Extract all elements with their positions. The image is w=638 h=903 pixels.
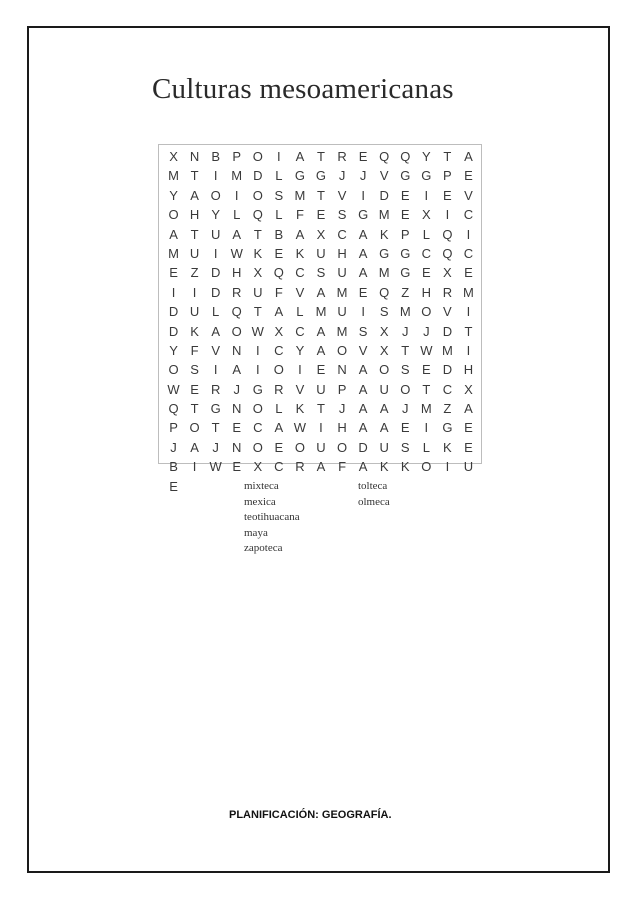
- word-list-item: mixteca: [244, 480, 279, 492]
- grid-cell: S: [316, 265, 326, 281]
- grid-cell: D: [253, 168, 263, 184]
- grid-cell: J: [170, 439, 177, 455]
- grid-cell: S: [379, 304, 389, 320]
- grid-cell: R: [274, 381, 284, 397]
- grid-cell: R: [442, 284, 453, 300]
- grid-cell: I: [277, 149, 281, 164]
- grid-cell: S: [274, 187, 284, 203]
- grid-cell: X: [274, 323, 284, 339]
- grid-cell: I: [213, 362, 218, 378]
- word-list-item: zapoteca: [244, 542, 283, 554]
- grid-cell: P: [400, 226, 410, 242]
- grid-cell: A: [316, 323, 326, 339]
- grid-cell: Y: [421, 149, 431, 164]
- grid-cell: O: [421, 459, 432, 475]
- grid-cell: T: [422, 381, 431, 397]
- grid-cell: C: [274, 459, 284, 475]
- grid-cell: W: [293, 420, 307, 436]
- grid-cell: I: [192, 459, 197, 475]
- footer-label: PLANIFICACIÓN: GEOGRAFÍA.: [229, 809, 392, 821]
- grid-cell: O: [189, 420, 200, 436]
- grid-cell: J: [402, 323, 409, 339]
- word-list-item: maya: [244, 526, 268, 539]
- grid-cell: I: [466, 304, 471, 320]
- grid-cell: A: [358, 245, 368, 261]
- grid-cell: G: [358, 207, 369, 223]
- grid-cell: M: [378, 207, 390, 223]
- grid-cell: U: [337, 265, 347, 281]
- grid-cell: O: [252, 149, 263, 164]
- grid-cell: U: [316, 381, 326, 397]
- grid-cell: A: [232, 226, 242, 242]
- grid-cell: I: [466, 342, 471, 358]
- grid-cell: D: [442, 362, 453, 378]
- grid-cell: K: [253, 245, 263, 261]
- word-list-item: mexica: [244, 495, 276, 508]
- grid-cell: X: [443, 265, 452, 281]
- grid-cell: V: [337, 187, 347, 203]
- grid-cell: U: [253, 284, 263, 300]
- grid-cell: E: [169, 265, 178, 281]
- grid-cell: M: [294, 187, 306, 203]
- grid-cell: A: [464, 149, 473, 164]
- grid-cell: B: [211, 149, 220, 164]
- grid-cell: K: [295, 245, 305, 261]
- grid-cell: R: [232, 284, 242, 300]
- grid-cell: C: [337, 226, 347, 242]
- grid-cell: O: [337, 439, 348, 455]
- grid-cell: U: [210, 226, 221, 242]
- grid-cell: F: [190, 342, 199, 358]
- grid-cell: G: [315, 168, 327, 184]
- grid-cell: J: [423, 323, 430, 339]
- grid-cell: Y: [211, 207, 220, 223]
- grid-cell: M: [463, 284, 474, 300]
- grid-cell: D: [210, 284, 221, 300]
- grid-cell: K: [190, 323, 199, 339]
- grid-cell: T: [253, 226, 262, 242]
- grid-cell: E: [232, 459, 242, 475]
- grid-cell: B: [274, 226, 284, 242]
- grid-cell: G: [442, 420, 453, 436]
- grid-cell: O: [421, 304, 432, 320]
- grid-cell: R: [295, 459, 305, 475]
- grid-cell: T: [401, 342, 410, 358]
- grid-cell: A: [190, 187, 199, 203]
- grid-cell: I: [361, 187, 365, 203]
- grid-cell: M: [378, 265, 390, 281]
- grid-cell: E: [316, 362, 326, 378]
- grid-cell: H: [189, 207, 200, 223]
- grid-cell: M: [399, 304, 411, 320]
- grid-cell: V: [295, 381, 305, 397]
- grid-cell: D: [442, 323, 453, 339]
- grid-cell: W: [167, 381, 180, 397]
- grid-cell: V: [358, 342, 368, 358]
- word-list-item: teotihuacana: [244, 511, 300, 523]
- grid-cell: U: [316, 439, 326, 455]
- grid-cell: I: [213, 168, 218, 184]
- grid-cell: J: [212, 439, 219, 455]
- grid-cell: T: [253, 304, 262, 320]
- grid-cell: Z: [190, 265, 199, 281]
- grid-cell: O: [252, 439, 263, 455]
- grid-cell: A: [358, 381, 368, 397]
- grid-cell: M: [168, 168, 179, 184]
- grid-cell: I: [319, 420, 323, 436]
- grid-cell: W: [230, 245, 243, 261]
- grid-cell: E: [421, 265, 431, 281]
- grid-cell: I: [171, 284, 176, 300]
- grid-cell: E: [421, 362, 431, 378]
- grid-cell: R: [337, 149, 347, 164]
- grid-cell: A: [358, 226, 368, 242]
- grid-cell: K: [400, 459, 410, 475]
- word-list-item: olmeca: [358, 495, 390, 508]
- grid-cell: R: [210, 381, 221, 397]
- grid-cell: E: [358, 284, 368, 300]
- grid-cell: S: [400, 439, 410, 455]
- grid-cell: G: [252, 381, 263, 397]
- grid-cell: G: [400, 245, 411, 261]
- grid-cell: K: [295, 401, 305, 417]
- grid-cell: D: [168, 323, 179, 339]
- grid-cell: P: [169, 420, 178, 436]
- grid-cell: Q: [379, 149, 390, 164]
- grid-cell: O: [273, 362, 284, 378]
- grid-cell: I: [445, 207, 450, 223]
- grid-cell: G: [294, 168, 305, 184]
- grid-cell: O: [252, 187, 263, 203]
- grid-cell: Y: [169, 342, 178, 358]
- grid-cell: A: [295, 149, 305, 164]
- grid-cell: I: [255, 362, 260, 378]
- grid-cell: V: [211, 342, 220, 358]
- grid-cell: J: [359, 168, 367, 184]
- grid-cell: U: [379, 381, 389, 397]
- grid-cell: I: [361, 304, 365, 320]
- grid-cell: T: [443, 149, 452, 164]
- grid-cell: W: [251, 323, 264, 339]
- grid-cell: U: [189, 245, 200, 261]
- grid-cell: E: [400, 207, 410, 223]
- grid-cell: G: [210, 401, 221, 417]
- grid-cell: V: [464, 187, 473, 203]
- grid-cell: T: [464, 323, 473, 339]
- grid-cell: Y: [295, 342, 305, 358]
- grid-cell: A: [358, 362, 368, 378]
- grid-cell: J: [402, 401, 409, 417]
- grid-cell: O: [337, 342, 348, 358]
- grid-cell: T: [190, 168, 199, 184]
- word-list-item: tolteca: [358, 480, 388, 492]
- grid-cell: K: [443, 439, 452, 455]
- grid-cell: X: [169, 149, 178, 164]
- grid-cell: J: [233, 381, 240, 397]
- grid-cell: C: [421, 245, 432, 261]
- grid-cell: D: [168, 304, 179, 320]
- grid-cell: A: [274, 420, 284, 436]
- grid-cell: H: [337, 420, 347, 436]
- grid-cell: E: [400, 187, 410, 203]
- grid-cell: E: [464, 439, 473, 455]
- grid-cell: V: [379, 168, 389, 184]
- grid-cell: I: [298, 362, 302, 378]
- grid-cell: J: [338, 168, 346, 184]
- grid-cell: Q: [442, 245, 453, 261]
- grid-cell: Z: [443, 401, 452, 417]
- grid-cell: E: [464, 420, 473, 436]
- grid-cell: A: [190, 439, 199, 455]
- grid-cell: A: [358, 459, 368, 475]
- grid-cell: F: [295, 207, 304, 223]
- grid-cell: X: [316, 226, 326, 242]
- grid-cell: T: [211, 420, 220, 436]
- grid-cell: Q: [442, 226, 453, 242]
- grid-cell: E: [400, 420, 410, 436]
- grid-cell: N: [232, 401, 242, 417]
- grid-cell: Z: [401, 284, 410, 300]
- grid-cell: I: [424, 420, 429, 436]
- grid-cell: C: [295, 323, 305, 339]
- grid-cell: M: [168, 245, 179, 261]
- grid-cell: O: [294, 439, 305, 455]
- grid-cell: A: [232, 362, 242, 378]
- grid-cell: U: [463, 459, 474, 475]
- grid-cell: O: [210, 187, 221, 203]
- grid-cell: T: [317, 149, 325, 164]
- grid-cell: Q: [273, 265, 284, 281]
- grid-cell: U: [316, 245, 326, 261]
- grid-cell: E: [464, 168, 473, 184]
- grid-cell: E: [443, 187, 452, 203]
- word-list-left: [244, 479, 300, 557]
- grid-cell: O: [168, 362, 179, 378]
- grid-cell: A: [379, 401, 389, 417]
- grid-cell: L: [296, 304, 304, 320]
- grid-cell: Q: [400, 149, 411, 164]
- grid-cell: C: [253, 420, 263, 436]
- grid-cell: E: [190, 381, 199, 397]
- grid-cell: O: [168, 207, 179, 223]
- grid-cell: O: [231, 323, 242, 339]
- grid-cell: E: [358, 149, 368, 164]
- grid-cell: A: [358, 401, 368, 417]
- grid-cell: E: [316, 207, 326, 223]
- grid-cell: I: [466, 226, 471, 242]
- grid-cell: L: [275, 168, 283, 184]
- grid-cell: X: [253, 265, 263, 281]
- grid-cell: I: [445, 459, 450, 475]
- grid-cell: G: [400, 168, 411, 184]
- grid-cell: X: [253, 459, 263, 475]
- grid-cell: G: [379, 245, 390, 261]
- grid-cell: Q: [231, 304, 242, 320]
- grid-cell: H: [337, 245, 347, 261]
- grid-cell: A: [464, 401, 473, 417]
- grid-cell: L: [212, 304, 220, 320]
- word-search-grid: [163, 147, 479, 496]
- grid-cell: O: [379, 362, 390, 378]
- grid-cell: V: [443, 304, 452, 320]
- grid-cell: L: [422, 439, 430, 455]
- grid-cell: W: [420, 342, 433, 358]
- grid-cell: A: [274, 304, 284, 320]
- grid-cell: N: [232, 342, 242, 358]
- grid-cell: X: [421, 207, 431, 223]
- grid-cell: U: [379, 439, 389, 455]
- grid-cell: B: [169, 459, 178, 475]
- grid-cell: E: [464, 265, 473, 281]
- grid-cell: E: [232, 420, 242, 436]
- grid-cell: M: [336, 323, 348, 339]
- grid-cell: T: [317, 187, 325, 203]
- grid-cell: A: [358, 420, 368, 436]
- grid-cell: K: [379, 226, 389, 242]
- grid-cell: C: [442, 381, 453, 397]
- grid-cell: S: [358, 323, 368, 339]
- page-title: Culturas mesoamericanas: [152, 73, 454, 105]
- grid-cell: T: [190, 401, 199, 417]
- grid-cell: X: [379, 342, 389, 358]
- grid-cell: N: [189, 149, 200, 164]
- grid-cell: E: [274, 245, 284, 261]
- grid-cell: L: [275, 207, 283, 223]
- grid-cell: I: [255, 342, 260, 358]
- grid-cell: C: [295, 265, 305, 281]
- grid-cell: S: [337, 207, 347, 223]
- grid-cell: K: [379, 459, 389, 475]
- grid-cell: H: [232, 265, 242, 281]
- grid-cell: V: [295, 284, 305, 300]
- grid-cell: P: [232, 149, 242, 164]
- grid-cell: U: [189, 304, 200, 320]
- grid-cell: W: [209, 459, 222, 475]
- grid-cell: M: [420, 401, 432, 417]
- grid-cell: Y: [169, 187, 178, 203]
- grid-cell: Q: [379, 284, 390, 300]
- grid-cell: C: [463, 207, 474, 223]
- grid-cell: X: [379, 323, 389, 339]
- grid-cell: M: [231, 168, 243, 184]
- grid-cell: L: [275, 401, 283, 417]
- grid-cell: I: [424, 187, 429, 203]
- grid-cell: A: [316, 284, 326, 300]
- grid-cell: I: [234, 187, 239, 203]
- grid-cell: E: [169, 478, 178, 494]
- grid-cell: I: [213, 245, 218, 261]
- grid-cell: A: [295, 226, 305, 242]
- grid-cell: J: [338, 401, 346, 417]
- grid-cell: H: [463, 362, 474, 378]
- grid-cell: S: [400, 362, 410, 378]
- grid-cell: Q: [168, 401, 179, 417]
- grid-cell: L: [422, 226, 430, 242]
- grid-cell: A: [211, 323, 220, 339]
- grid-cell: A: [169, 226, 178, 242]
- grid-cell: L: [233, 207, 241, 223]
- grid-cell: F: [274, 284, 283, 300]
- grid-cell: D: [358, 439, 368, 455]
- grid-cell: Q: [252, 207, 263, 223]
- word-list-right: [358, 479, 390, 510]
- grid-cell: A: [358, 265, 368, 281]
- grid-cell: T: [190, 226, 199, 242]
- grid-cell: N: [337, 362, 347, 378]
- grid-cell: T: [317, 401, 325, 417]
- grid-cell: H: [421, 284, 432, 300]
- grid-cell: M: [441, 342, 453, 358]
- grid-cell: P: [337, 381, 347, 397]
- grid-cell: G: [400, 265, 411, 281]
- grid-cell: D: [379, 187, 389, 203]
- grid-cell: A: [316, 342, 326, 358]
- grid-cell: N: [232, 439, 242, 455]
- grid-cell: O: [252, 401, 263, 417]
- grid-cell: A: [316, 459, 326, 475]
- grid-cell: M: [336, 284, 348, 300]
- grid-cell: P: [443, 168, 452, 184]
- grid-cell: S: [190, 362, 199, 378]
- grid-cell: C: [463, 245, 474, 261]
- grid-cell: U: [337, 304, 347, 320]
- grid-cell: O: [400, 381, 411, 397]
- grid-cell: C: [274, 342, 284, 358]
- grid-cell: F: [338, 459, 347, 475]
- grid-cell: A: [379, 420, 389, 436]
- grid-cell: E: [274, 439, 284, 455]
- grid-cell: G: [421, 168, 432, 184]
- grid-cell: D: [210, 265, 221, 281]
- grid-cell: I: [192, 284, 197, 300]
- grid-cell: M: [315, 304, 327, 320]
- grid-cell: X: [464, 381, 473, 397]
